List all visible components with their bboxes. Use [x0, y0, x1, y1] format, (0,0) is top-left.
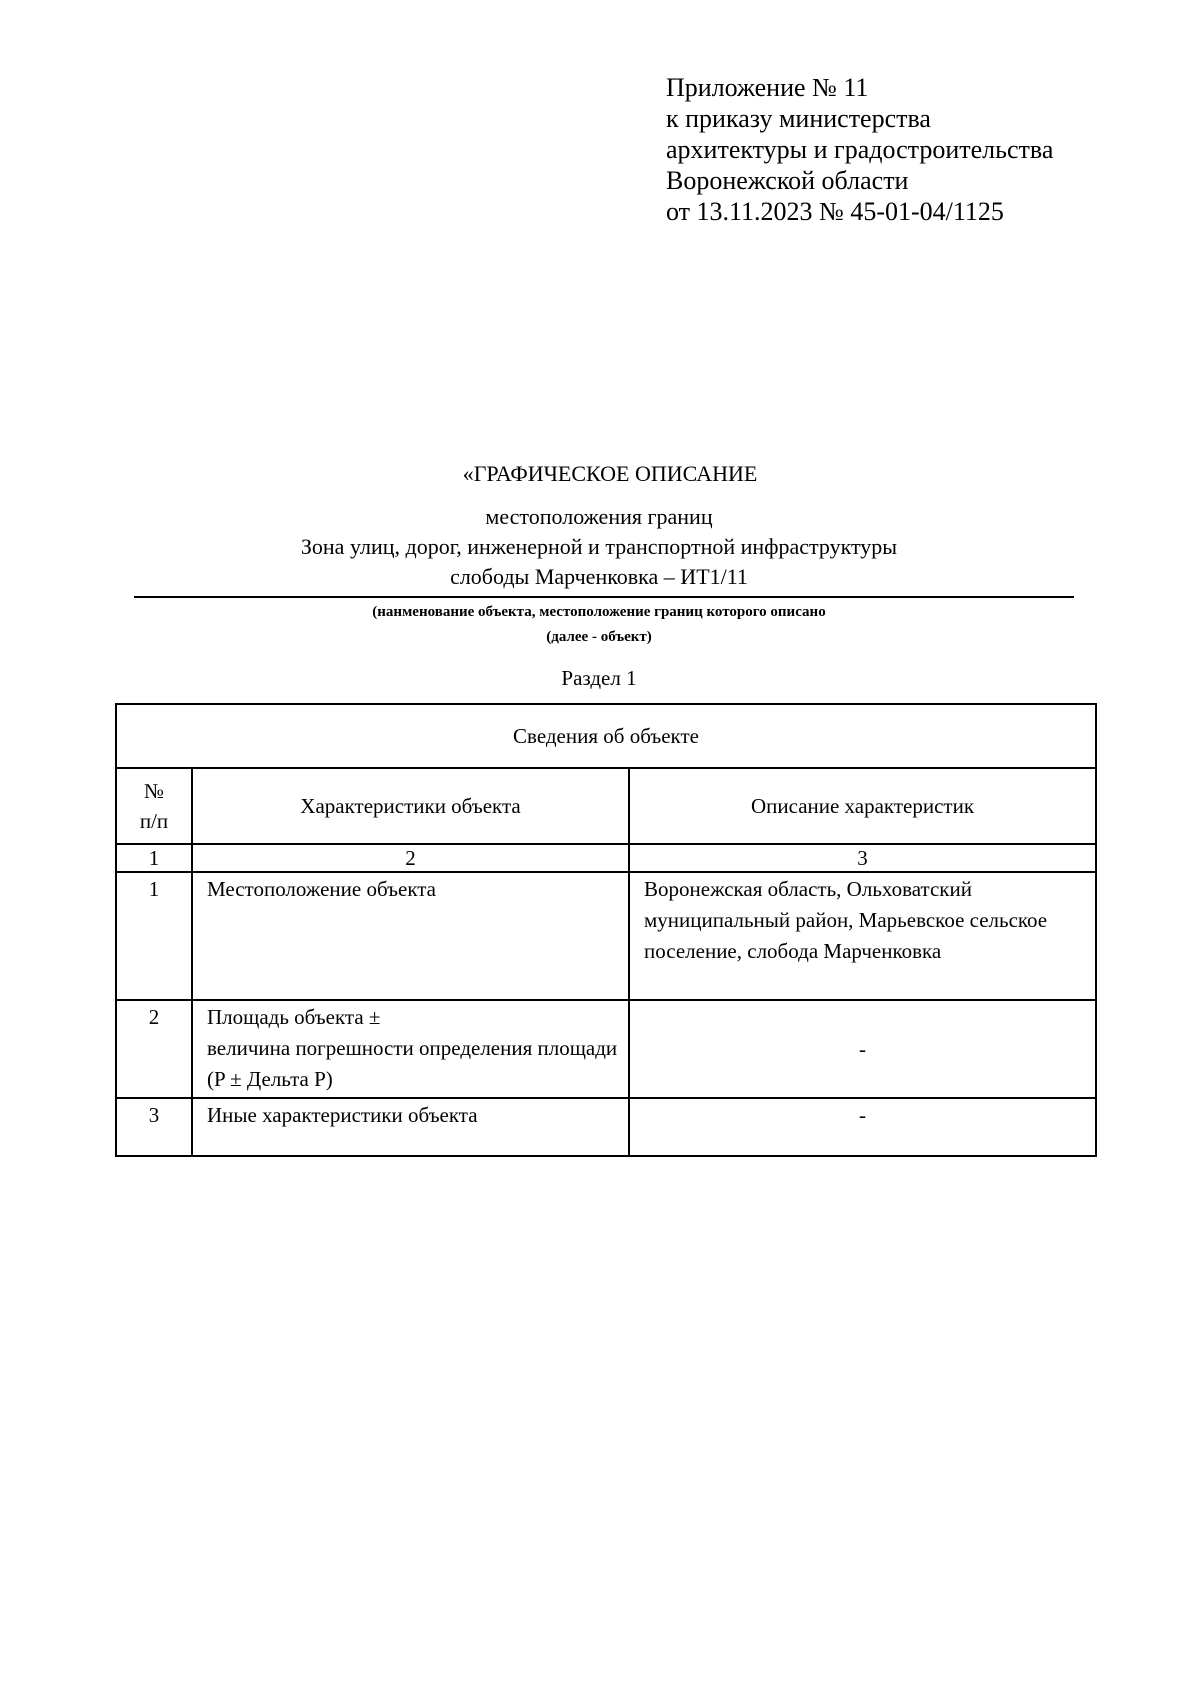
caption-line: (нанменование объекта, местоположение границ которого описано: [372, 604, 826, 620]
row-characteristic: [192, 1000, 629, 1098]
document-title: «ГРАФИЧЕСКОЕ ОПИСАНИЕ: [462, 461, 758, 486]
row-characteristic: Местоположение объекта: [192, 872, 629, 1000]
title-line: местоположения границ: [485, 504, 713, 529]
table-header: Сведения об объекте: [116, 704, 1096, 768]
title-line: Зона улиц, дорог, инженерной и транспортной инфраструктуры: [300, 534, 898, 559]
column-header-num-line: п/п: [139, 809, 169, 833]
column-number: 2: [192, 844, 629, 872]
appendix-line: к приказу министерства: [666, 104, 931, 133]
row-number: 2: [116, 1000, 192, 1098]
column-header-num-line: №: [143, 779, 165, 803]
row-characteristic-line: величина погрешности определения площади (P ± Дельта P): [207, 1036, 618, 1091]
title-line: слободы Марченковка – ИТ1/11: [450, 564, 748, 589]
row-description: Воронежская область, Ольховатский муниципальный район, Марьевское сельское поселение, слобода Марченковка: [629, 872, 1096, 1000]
appendix-line: архитектуры и градостроительства: [666, 135, 1054, 164]
object-caption: [116, 600, 1082, 650]
appendix-line: Приложение № 11: [666, 73, 869, 102]
column-header-characteristic: Характеристики объекта: [192, 768, 629, 844]
row-number: 1: [116, 872, 192, 1000]
appendix-line: Воронежской области: [666, 166, 909, 195]
table-row: [116, 1000, 1096, 1098]
table-row: [116, 1098, 1096, 1156]
title-block: [116, 460, 1082, 592]
table-header-row: [116, 704, 1096, 768]
appendix-block: [666, 72, 1053, 227]
row-description: -: [629, 1000, 1096, 1098]
caption-line: (далее - объект): [546, 629, 652, 645]
table-row: [116, 872, 1096, 1000]
column-header-num: [116, 768, 192, 844]
appendix-line: от 13.11.2023 № 45-01-04/1125: [666, 197, 1004, 226]
column-header-row: [116, 768, 1096, 844]
row-number: 3: [116, 1098, 192, 1156]
object-info-table: [115, 703, 1097, 1157]
row-characteristic: Иные характеристики объекта: [192, 1098, 629, 1156]
row-description: -: [629, 1098, 1096, 1156]
column-number: 3: [629, 844, 1096, 872]
column-number: 1: [116, 844, 192, 872]
section-label: Раздел 1: [561, 666, 637, 690]
row-characteristic-line: Площадь объекта ±: [207, 1005, 381, 1029]
title-underline: [134, 596, 1074, 598]
column-number-row: [116, 844, 1096, 872]
column-header-description: Описание характеристик: [629, 768, 1096, 844]
